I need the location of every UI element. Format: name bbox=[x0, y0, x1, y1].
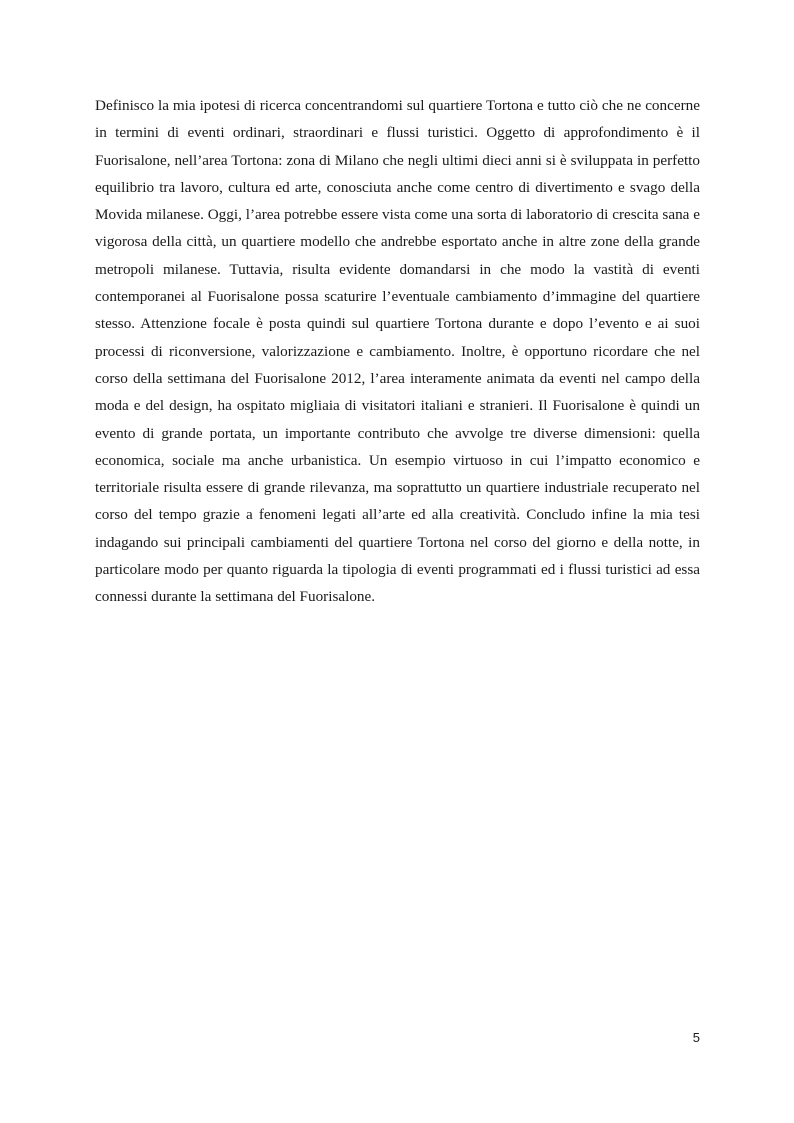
body-paragraph: Definisco la mia ipotesi di ricerca concentrandomi sul quartiere Tortona e tutto ciò che ne concerne in termini di eventi ordinari, straordinari e flussi turistici. Oggetto di approfondimento è il Fuorisalone, nell’area Tortona: zona di Milano che negli ultimi dieci anni si è sviluppata in perfetto equilibrio tra lavoro, cultura ed arte, conosciuta anche come centro di divertimento e svago della Movida milanese. Oggi, l’area potrebbe essere vista come una sorta di laboratorio di crescita sana e vigorosa della città, un quartiere modello che andrebbe esportato anche in altre zone della grande metropoli milanese. Tuttavia, risulta evidente domandarsi in che modo la vastità di eventi contemporanei al Fuorisalone possa scaturire l’eventuale cambiamento d’immagine del quartiere stesso. Attenzione focale è posta quindi sul quartiere Tortona durante e dopo l’evento e ai suoi processi di riconversione, valorizzazione e cambiamento. Inoltre, è opportuno ricordare che nel corso della settimana del Fuorisalone 2012, l’area interamente animata da eventi nel campo della moda e del design, ha ospitato migliaia di visitatori italiani e stranieri. Il Fuorisalone è quindi un evento di grande portata, un importante contributo che avvolge tre diverse dimensioni: quella economica, sociale ma anche urbanistica. Un esempio virtuoso in cui l’impatto economico e territoriale risulta essere di grande rilevanza, ma soprattutto un quartiere industriale recuperato nel corso del tempo grazie a fenomeni legati all’arte ed alla creatività. Concludo infine la mia tesi indagando sui principali cambiamenti del quartiere Tortona nel corso del giorno e della notte, in particolare modo per quanto riguarda la tipologia di eventi programmati ed i flussi turistici ad essa connessi durante la settimana del Fuorisalone. bbox=[95, 97, 700, 606]
page-number: 5 bbox=[692, 1030, 700, 1045]
